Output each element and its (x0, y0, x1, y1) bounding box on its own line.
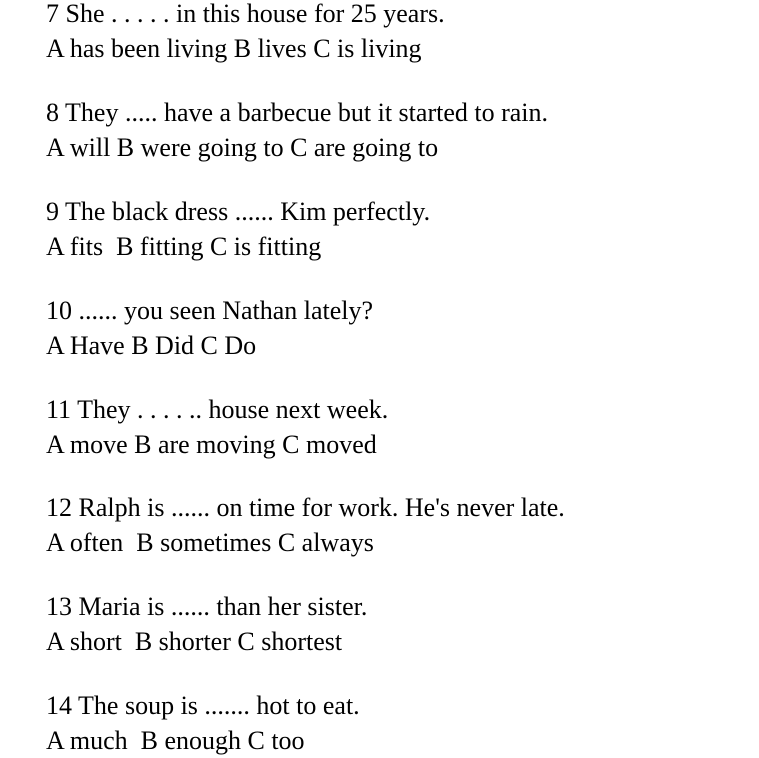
answer-options: A short B shorter C shortest (46, 627, 343, 656)
answer-options: A fits B fitting C is fitting (46, 232, 322, 261)
question-prompt: 7 She . . . . . in this house for 25 years. (46, 0, 445, 28)
question-11 (46, 392, 746, 462)
answer-options: A move B are moving C moved (46, 430, 377, 459)
question-prompt: 12 Ralph is ...... on time for work. He's never late. (46, 493, 565, 522)
question-8 (46, 95, 746, 165)
question-13 (46, 589, 746, 659)
answer-options: A will B were going to C are going to (46, 133, 439, 162)
question-prompt: 13 Maria is ...... than her sister. (46, 592, 368, 621)
answer-options: A has been living B lives C is living (46, 34, 422, 63)
question-prompt: 8 They ..... have a barbecue but it started to rain. (46, 98, 549, 127)
question-12 (46, 490, 746, 560)
answer-options: A much B enough C too (46, 726, 305, 755)
question-7 (46, 0, 746, 66)
answer-options: A often B sometimes C always (46, 528, 374, 557)
question-prompt: 14 The soup is ....... hot to eat. (46, 691, 360, 720)
question-14 (46, 688, 746, 758)
question-prompt: 11 They . . . . .. house next week. (46, 395, 389, 424)
question-prompt: 10 ...... you seen Nathan lately? (46, 296, 374, 325)
question-prompt: 9 The black dress ...... Kim perfectly. (46, 197, 431, 226)
question-9 (46, 194, 746, 264)
answer-options: A Have B Did C Do (46, 331, 257, 360)
question-10 (46, 293, 746, 363)
